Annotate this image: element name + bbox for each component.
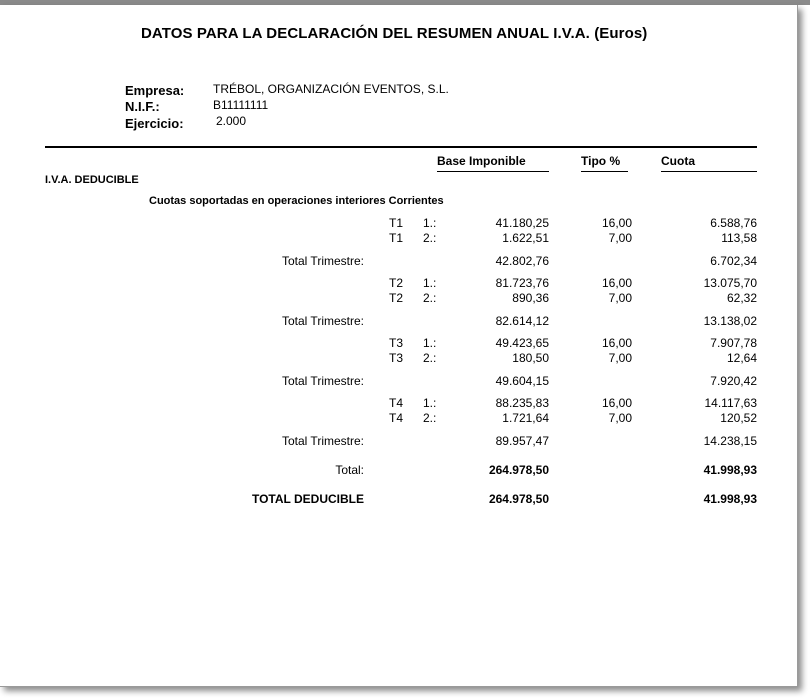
- row-number: 1.:: [423, 276, 437, 290]
- empresa-label: Empresa:: [125, 83, 185, 98]
- quarter-total-base: 89.957,47: [495, 434, 549, 448]
- quarter-total-label: Total Trimestre:: [281, 314, 364, 328]
- row-base: 41.180,25: [495, 216, 549, 230]
- column-header-tipo: Tipo %: [581, 154, 621, 168]
- row-tipo: 16,00: [601, 396, 632, 410]
- empresa-value: TRÉBOL, ORGANIZACIÓN EVENTOS, S.L.: [213, 82, 449, 96]
- column-underline-tipo: [581, 171, 628, 172]
- section-title: I.V.A. DEDUCIBLE: [45, 174, 139, 186]
- quarter-total-label: Total Trimestre:: [281, 374, 364, 388]
- nif-value: B11111111: [213, 98, 269, 112]
- row-tipo: 16,00: [601, 336, 632, 350]
- total-deducible-base: 264.978,50: [488, 492, 549, 506]
- row-base: 88.235,83: [495, 396, 549, 410]
- quarter-total-base: 82.614,12: [495, 314, 549, 328]
- column-header-base: Base Imponible: [437, 154, 526, 168]
- quarter-total-cuota: 7.920,42: [710, 374, 757, 388]
- grand-total-label: Total:: [335, 463, 364, 477]
- row-quarter: T3: [389, 336, 404, 350]
- nif-label: N.I.F.:: [125, 99, 160, 114]
- report-title: DATOS PARA LA DECLARACIÓN DEL RESUMEN ANUAL I.V.A. (Euros): [141, 25, 648, 42]
- row-cuota: 14.117,63: [704, 396, 757, 410]
- grand-total-base: 264.978,50: [488, 463, 549, 477]
- row-number: 1.:: [423, 336, 437, 350]
- grand-total-cuota: 41.998,93: [703, 463, 757, 477]
- row-quarter: T2: [389, 291, 404, 305]
- row-base: 1.622,51: [502, 231, 549, 245]
- row-quarter: T1: [389, 231, 404, 245]
- row-number: 2.:: [423, 291, 437, 305]
- row-cuota: 113,58: [721, 231, 757, 245]
- row-cuota: 120,52: [720, 411, 757, 425]
- quarter-total-cuota: 6.702,34: [710, 254, 757, 268]
- row-tipo: 7,00: [608, 411, 632, 425]
- row-base: 1.721,64: [502, 411, 549, 425]
- report-page: [0, 5, 798, 687]
- quarter-total-base: 42.802,76: [495, 254, 549, 268]
- row-cuota: 62,32: [726, 291, 757, 305]
- column-header-cuota: Cuota: [661, 154, 695, 168]
- row-base: 81.723,76: [495, 276, 549, 290]
- quarter-total-label: Total Trimestre:: [281, 254, 364, 268]
- header-divider: [45, 146, 757, 148]
- quarter-total-base: 49.604,15: [495, 374, 549, 388]
- row-cuota: 7.907,78: [710, 336, 757, 350]
- total-deducible-cuota: 41.998,93: [703, 492, 757, 506]
- row-base: 49.423,65: [495, 336, 549, 350]
- quarter-total-label: Total Trimestre:: [281, 434, 364, 448]
- column-underline-cuota: [661, 171, 757, 172]
- total-deducible-label: TOTAL DEDUCIBLE: [251, 492, 364, 506]
- row-quarter: T4: [389, 396, 404, 410]
- quarter-total-cuota: 13.138,02: [703, 314, 757, 328]
- row-cuota: 13.075,70: [703, 276, 757, 290]
- row-base: 890,36: [512, 291, 549, 305]
- row-quarter: T1: [389, 216, 404, 230]
- section-subtitle: Cuotas soportadas en operaciones interiores Corrientes: [149, 195, 444, 207]
- ejercicio-value: 2.000: [216, 114, 247, 128]
- ejercicio-label: Ejercicio:: [125, 116, 184, 131]
- row-cuota: 6.588,76: [710, 216, 757, 230]
- column-underline-base: [437, 171, 549, 172]
- row-number: 1.:: [423, 396, 437, 410]
- row-tipo: 16,00: [601, 276, 632, 290]
- row-number: 2.:: [423, 351, 437, 365]
- row-quarter: T2: [389, 276, 404, 290]
- row-cuota: 12,64: [726, 351, 757, 365]
- row-quarter: T4: [389, 411, 404, 425]
- row-number: 2.:: [423, 231, 437, 245]
- row-quarter: T3: [389, 351, 404, 365]
- row-number: 2.:: [423, 411, 437, 425]
- row-tipo: 7,00: [608, 351, 632, 365]
- row-tipo: 7,00: [608, 231, 632, 245]
- quarter-total-cuota: 14.238,15: [703, 434, 757, 448]
- row-number: 1.:: [423, 216, 437, 230]
- row-tipo: 16,00: [601, 216, 632, 230]
- row-base: 180,50: [512, 351, 549, 365]
- row-tipo: 7,00: [608, 291, 632, 305]
